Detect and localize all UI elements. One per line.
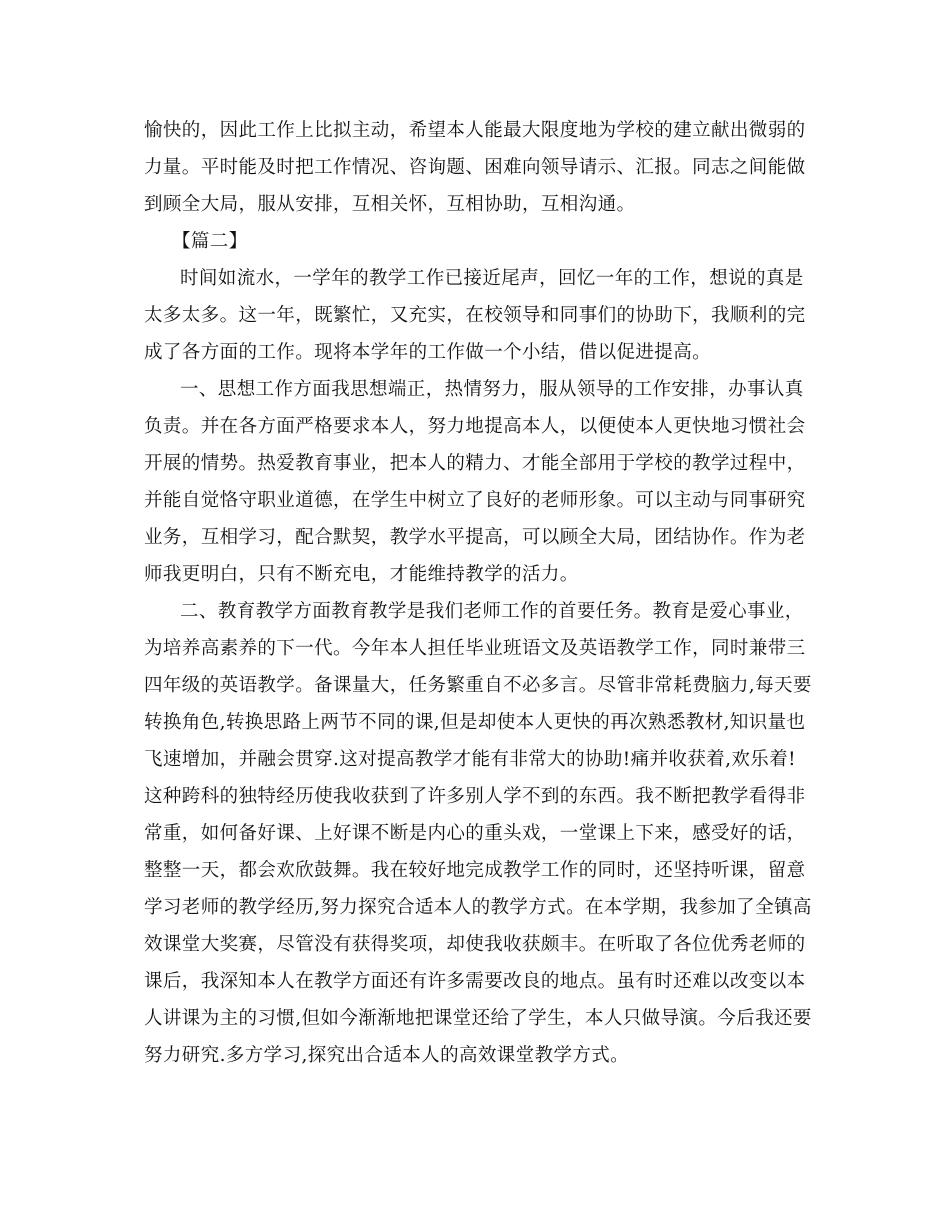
text-line: 努力研究.多方学习,探究出合适本人的高效课堂教学方式。 — [144, 1045, 630, 1066]
text-line: 并能自觉恪守职业道德，在学生中树立了良好的老师形象。可以主动与同事研究 — [144, 490, 806, 511]
text-line: 成了各方面的工作。现将本学年的工作做一个小结，借以促进提高。 — [144, 342, 712, 363]
section-heading: 【篇二】 — [172, 231, 248, 252]
text-line: 业务，互相学习，配合默契，教学水平提高，可以顾全大局，团结协作。作为老 — [144, 527, 806, 548]
text-line: 力量。平时能及时把工作情况、咨询题、困难向领导请示、汇报。同志之间能做 — [144, 157, 806, 178]
text-line: 二、教育教学方面教育教学是我们老师工作的首要任务。教育是爱心事业， — [180, 601, 804, 622]
text-line: 负责。并在各方面严格要求本人，努力地提高本人，以便使本人更快地习惯社会 — [144, 416, 806, 437]
text-line: 常重，如何备好课、上好课不断是内心的重头戏，一堂课上下来，感受好的话， — [144, 823, 806, 844]
text-line: 人讲课为主的习惯,但如今渐渐地把课堂还给了学生，本人只做导演。今后我还要 — [144, 1008, 812, 1029]
text-line: 转换角色,转换思路上两节不同的课,但是却使本人更快的再次熟悉教材,知识量也 — [144, 712, 806, 733]
text-line: 四年级的英语教学。备课量大，任务繁重自不必多言。尽管非常耗费脑力,每天要 — [144, 675, 812, 696]
text-line: 课后，我深知本人在教学方面还有许多需要改良的地点。虽有时还难以改变以本 — [144, 971, 806, 992]
text-line: 时间如流水，一学年的教学工作已接近尾声，回忆一年的工作，想说的真是 — [180, 268, 804, 289]
text-line: 为培养高素养的下一代。今年本人担任毕业班语文及英语教学工作，同时兼带三 — [144, 638, 806, 659]
text-line: 到顾全大局，服从安排，互相关怀，互相协助，互相沟通。 — [144, 194, 636, 215]
text-line: 太多太多。这一年，既繁忙，又充实，在校领导和同事们的协助下，我顺利的完 — [144, 305, 806, 326]
text-line: 一、思想工作方面我思想端正，热情努力，服从领导的工作安排，办事认真 — [180, 379, 804, 400]
text-line: 师我更明白，只有不断充电，才能维持教学的活力。 — [144, 564, 579, 585]
text-line: 愉快的，因此工作上比拟主动，希望本人能最大限度地为学校的建立献出微弱的 — [144, 120, 806, 141]
text-line: 飞速增加，并融会贯穿.这对提高教学才能有非常大的协助!痛并收获着,欢乐着! — [144, 749, 796, 770]
text-line: 学习老师的教学经历,努力探究合适本人的教学方式。在本学期，我参加了全镇高 — [144, 897, 812, 918]
text-line: 这种跨科的独特经历使我收获到了许多别人学不到的东西。我不断把教学看得非 — [144, 786, 806, 807]
text-line: 效课堂大奖赛，尽管没有获得奖项，却使我收获颇丰。在听取了各位优秀老师的 — [144, 934, 806, 955]
text-line: 开展的情势。热爱教育事业，把本人的精力、才能全部用于学校的教学过程中， — [144, 453, 806, 474]
text-line: 整整一天，都会欢欣鼓舞。我在较好地完成教学工作的同时，还坚持听课，留意 — [144, 860, 806, 881]
